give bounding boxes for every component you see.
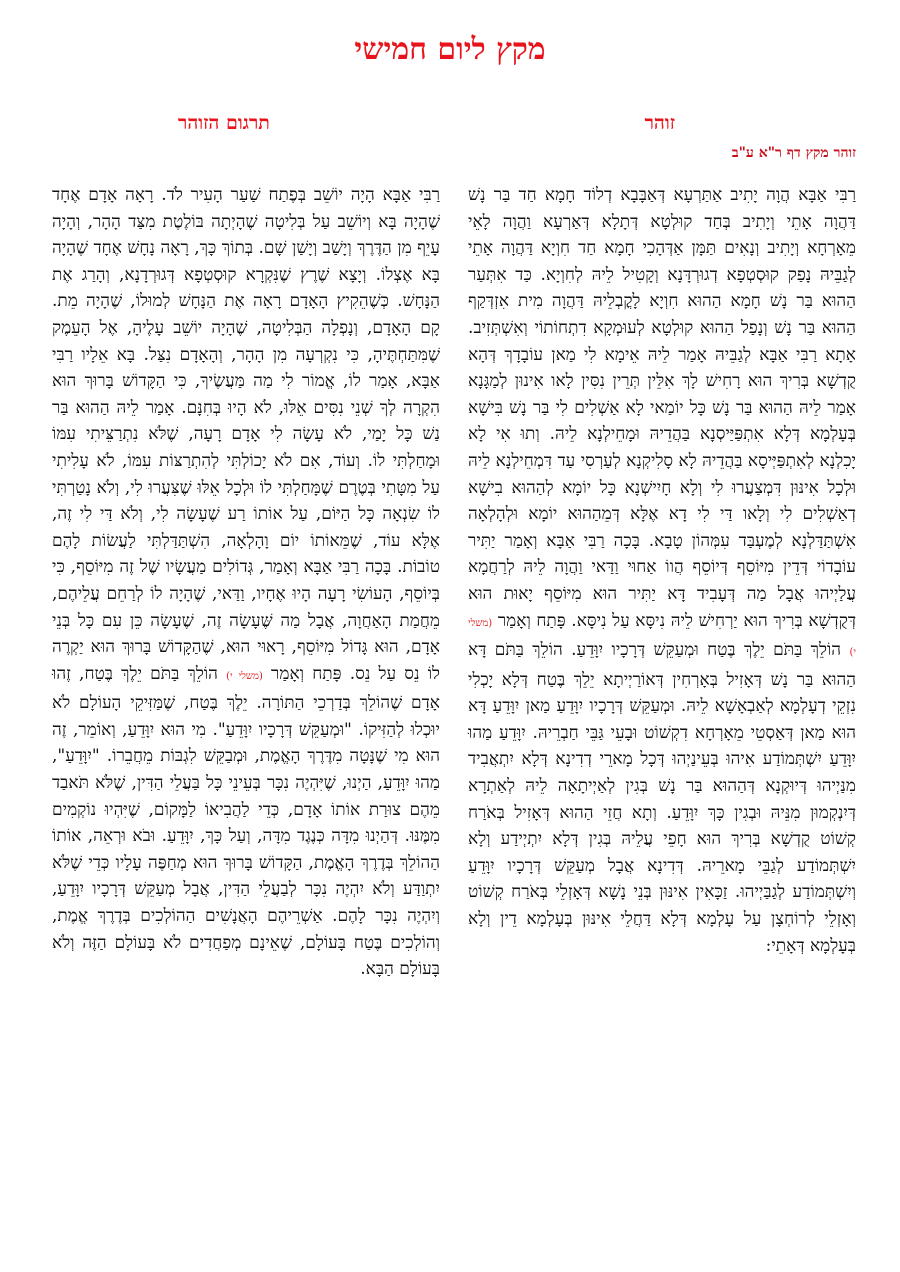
verse-reference: (משלי י) bbox=[226, 670, 263, 682]
targum-column-header: תרגום הזוהר bbox=[178, 112, 270, 134]
aramaic-text-part1: רַבִּי אַבָּא הֲוָה יָתִיב אַתַּרְעָא דְּאַבָּבָא דְלוֹד חָמָא חַד בַּר נָשׁ דַּהֲוָה אָתֵי וְיָתִיב בְּחַד קוּלְטָא דְּתָלָא דְּאַרְעָא וַהֲוָה לָאֵי מֵאָרְחָא וְיָתִיב וְנָאִים תַּמָּן אַדְּהָכִי חָמָא חַד חִוְיָא דַּהֲוָה אָתֵי לְגַבֵּיהּ נָפַק קוּסְטְפָא דְגוּרְדָּנָא וְקָטִיל לֵיהּ לְחִוְיָא. כַּד אִתְּעַר הַהוּא בַּר נָשׁ חָמָא הַהוּא חִוְיָא לָקֳבְלֵיהּ דַּהֲוָה מִית אִזְדְּקַף הַהוּא בַּר נָשׁ וְנָפַל הַהוּא קוּלְטָא לְעוּמְקָא דִתְחוֹתוֹי וְאִשְׁתְּזִיב. אָתָא רַבִּי אַבָּא לְגַבֵּיהּ אָמַר לֵיהּ אֵימָא לִי מַאן עוֹבָדָךְ דְּהָא קֻדְשָׁא בְּרִיךְ הוּא רָחִישׁ לָךְ אִלֵּין תְּרֵין נִסִּין לָאו אִינוּן לְמַגָּנָא אָמַר לֵיהּ הַהוּא בַּר נָשׁ כָּל יוֹמַאי לָא אַשְׁלִים לִי בַּר נָשׁ בִּישָׁא בְּעָלְמָא דְּלָא אִתְפַּיַּיסְנָא בַּהֲדֵיהּ וּמָחֵילְנָא לֵיהּ. וְתוּ אִי לָא יָכִלְנָא לְאִתְפַּיְּיסָא בַּהֲדֵיהּ לָא סָלִיקְנָא לְעַרְסִי עַד דִּמְחֵילְנָא לֵיהּ וּלְכָל אִינּוּן דִּמְצַעֲרוּ לִי וְלָא חָיִישְׁנָא כָּל יוֹמָא לְהַהוּא בִישָׁא דְאַשְׁלִים לִי וְלָאו דַּי לִי דָא אֶלָּא דְּמֵהַהוּא יוֹמָא וּלְהָלְאָה אִשְׁתַּדַּלְנָא לְמֶעְבַּד עִמְּהוֹן טָבָא. בָּכָה רַבִּי אַבָּא וְאָמַר יַתִּיר עוֹבָדוֹי דְּדֵין מִיּוֹסֵף דְּיוֹסֵף הֲווֹ אַחוּי וַדַּאי וַהֲוָה לֵיהּ לְרַחֲמָא עֲלַיְיהוּ אֲבָל מַה דְּעָבִיד דָּא יַתִּיר הוּא מִיּוֹסֵף יָאוּת הוּא דְּקֻדְשָׁא בְּרִיךְ הוּא יַרְחִישׁ לֵיהּ נִיסָּא עַל נִיסָּא. פָּתַח וְאָמַר bbox=[468, 185, 857, 631]
zohar-column-header: זוהר bbox=[644, 112, 675, 134]
hebrew-text-part1: רַבִּי אַבָּא הָיָה יוֹשֵׁב בְּפֶתַח שַׁעַר הָעִיר לֹד. רָאָה אָדָם אֶחָד שֶׁהָיָה בָּא וְיוֹשֵׁב עַל בְּלִיטָה שֶׁהָיְתָה בּוֹלֶטֶת מִצַּד הָהָר, וְהָיָה עָיֵף מִן הַדֶּרֶךְ וְיָשַׁב וְיָשַׁן שָׁם. בְּתוֹךְ כָּךְ, רָאָה נָחָשׁ אֶחָד שֶׁהָיָה בָּא אֶצְלוֹ. וְיָצָא שֶׁרֶץ שֶׁנִּקְרָא קוּסְטְפָא דְּגוּרְדָנָא, וְהָרַג אֶת הַנָּחָשׁ. כְּשֶׁהֵקִיץ הָאָדָם רָאָה אֶת הַנָּחָשׁ לְמוּלוֹ, שֶׁהָיָה מֵת. קָם הָאָדָם, וְנָפְלָה הַבְּלִיטָה, שֶׁהָיָה יוֹשֵׁב עָלֶיהָ, אֶל הָעֵמֶק שֶׁמִּתַּחְתֶּיהָ, כִּי נִקְרְעָה מִן הָהָר, וְהָאָדָם נִצַּל. בָּא אֵלָיו רַבִּי אַבָּא, אָמַר לוֹ, אֱמוֹר לִי מַה מַּעֲשֶׂיךָ, כִּי הַקָּדוֹשׁ בָּרוּךְ הוּא הִקְרָה לְךָ שְׁנֵי נִסִּים אֵלּוּ, לֹא הָיוּ בְּחִנָּם. אָמַר לֵיהּ הַהוּא בַּר נַשׁ כָּל יָמַי, לֹא עָשָׂה לִי אָדָם רָעָה, שֶׁלֹּא נִתְרַצֵּיתִי עִמּוֹ וּמָחַלְתִּי לוֹ. וְעוֹד, אִם לֹא יָכוֹלְתִּי לְהִתְרַצּוֹת עִמּוֹ, לֹא עָלִיתִי עַל מִטָּתִי בְּטֶרֶם שֶׁמָּחַלְתִּי לוֹ וּלְכָל אֵלּוּ שֶׁצִּעֲרוּ לִי, וְלֹא נָטַרְתִּי לוֹ שִׂנְאָה כָּל הַיּוֹם, עַל אוֹתוֹ רַע שֶׁעָשָׂה לִי, וְלֹא דַּי לִי זֶה, אֶלָּא עוֹד, שֶׁמֵּאוֹתוֹ יוֹם וָהָלְאָה, הִשְׁתַּדַּלְתִּי לַעֲשׂוֹת לָהֶם טוֹבוֹת. בָּכָה רַבִּי אַבָּא וְאָמַר, גְּדוֹלִים מַעֲשָׂיו שֶׁל זֶה מִיּוֹסֵף, כִּי בְּיוֹסֵף, הָעוֹשִׂי רָעָה הָיוּ אֶחָיו, וַדַּאי, שֶׁהָיָה לוֹ לְרַחֵם עֲלֵיהֶם, מֵחֲמַת הָאַחֲוָה, אֲבָל מַה שֶּׁעָשָׂה זֶה, שֶׁעָשָׂה כֵּן עִם כָּל בְּנֵי אָדָם, הוּא גָּדוֹל מִיּוֹסֵף, רָאוּי הוּא, שֶׁהַקָּדוֹשׁ בָּרוּךְ הוּא יַקְרֶה לוֹ נֵס עַל נֵס. פָּתַח וְאָמַר bbox=[52, 185, 441, 684]
aramaic-text-part2: הוֹלֵךְ בַּתֹּם יֵלֶךְ בֶּטַח וּמְעַקֵּשׁ דְּרָכָיו יִוָּדֵעַ. הוֹלֵךְ בַּתֹּם דָּא הַהוּא בַּר נָשׁ דְּאָזִיל בְּאָרְחִין דְּאוֹרַיְיתָא יֵלֵךְ בֶּטַח דְּלָא יָכְלִי נִזְקֵי דְעָלְמָא לְאַבְאָשָׁא לֵיהּ. וּמְעַקֵּשׁ דְּרָכָיו יִוָּדֵעַ מַאן יִוָּדֵעַ דָּא הוּא מַאן דְּאַסְטֵי מֵאָרְחָא דִקְשׁוֹט וּבָעֵי גַּבֵּי חַבְרֵיהּ. יִוָּדֵעַ מַהוּ יִוָּדֵעַ יִשְׁתְּמוֹדַע אִיהוּ בְּעֵינַיְהוּ דְּכָל מָארֵי דְדִינָא דְּלָא יִתְאֲבִיד מִנַּיְיהוּ דְּיוּקְנָא דְּהַהוּא בַּר נָשׁ בְּגִין לְאַיְיתָאָה לֵיהּ לְאַתְרָא דְּיִנְקְמוּן מִנֵּיהּ וּבְגִין כָּךְ יִוָּדֵעַ. וְתָא חֲזֵי הַהוּא דְּאָזִיל בְּאֹרַח קְשׁוֹט קֻדְשָׁא בְּרִיךְ הוּא חָפֵי עֲלֵיהּ בְּגִין דְּלָא יִתְיְידַע וְלָא יִשְׁתְּמוֹדַע לְגַבֵּי מָארֵיהּ. דְּדִינָא אֲבָל מְעַקֵּשׁ דְּרָכָיו יִוָּדֵעַ וְיִשְׁתְּמוֹדַע לְגַבַּיְיהוּ. זַכָּאִין אִינּוּן בְּנֵי נָשָׁא דְּאָזְלֵי בְּאֹרַח קְשׁוֹט וְאָזְלֵי לְרוֹחְצָן עַל עָלְמָא דְּלָא דַּחֲלֵי אִינּוּן בְּעָלְמָא דֵין וְלָא בְּעָלְמָא דְּאָתֵי: bbox=[468, 640, 856, 956]
hebrew-translation-column bbox=[52, 182, 440, 983]
source-reference: זוהר מקץ דף ר"א ע"ב bbox=[731, 145, 856, 161]
aramaic-text-column bbox=[468, 182, 856, 959]
verse-reference: (משלי י) bbox=[468, 617, 857, 659]
hebrew-text-part2: הוֹלֵךְ בַּתֹּם יֵלֶךְ בֶּטַח, זֶהוּ אָדָם שֶׁהוֹלֵךְ בְּדַרְכֵי הַתּוֹרָה. יֵלֶךְ בֶּטַח, שֶׁמַּזִּיקֵי הָעוֹלָם לֹא יוּכְלוּ לְהַזִּיקוֹ. "וּמְעַקֵּשׁ דְּרָכָיו יִוָּדֵעַ". מִי הוּא יִוָּדֵעַ, וְאוֹמֵר, זֶה הוּא מִי שֶׁנָּטָה מִדֶּרֶךְ הָאֱמֶת, וּמְבַקֵּשׁ לִגְבּוֹת מֵחֲבֵרוֹ. "יִוָּדֵעַ", מַהוּ יִוָּדֵעַ, הַיְנוּ, שֶׁיִּהְיֶה נִכָּר בְּעֵינֵי כָּל בַּעֲלֵי הַדִּין, שֶׁלֹּא תֹּאבַד מֵהֶם צוּרַת אוֹתוֹ אָדָם, כְּדֵי לַהֲבִיאוֹ לַמָּקוֹם, שֶׁיִּהְיוּ נוֹקְמִים מִמֶּנּוּ. דְּהַיְנוּ מִדָּה כְּנֶגֶד מִדָּה, וְעַל כָּךְ, יִוָּדֵעַ. וּבֹא וּרְאֵה, אוֹתוֹ הַהוֹלֵךְ בְּדֶרֶךְ הָאֱמֶת, הַקָּדוֹשׁ בָּרוּךְ הוּא מְחַפֶּה עָלָיו כְּדֵי שֶׁלֹּא יִתְוַדַּע וְלֹא יִהְיֶה נִכָּר לְבַעֲלֵי הַדִּין, אֲבָל מְעַקֵּשׁ דְּרָכָיו יִוָּדֵעַ, וְיִהְיֶה נִכָּר לָהֶם. אַשְׁרֵיהֶם הָאֲנָשִׁים הַהוֹלְכִים בְּדֶרֶךְ אֱמֶת, וְהוֹלְכִים בֶּטַח בָּעוֹלָם, שֶׁאֵינָם מְפַחֲדִים לֹא בָּעוֹלָם הַזֶּה וְלֹא בָּעוֹלָם הַבָּא. bbox=[52, 663, 440, 980]
page-title: מקץ ליום חמישי bbox=[354, 32, 546, 67]
